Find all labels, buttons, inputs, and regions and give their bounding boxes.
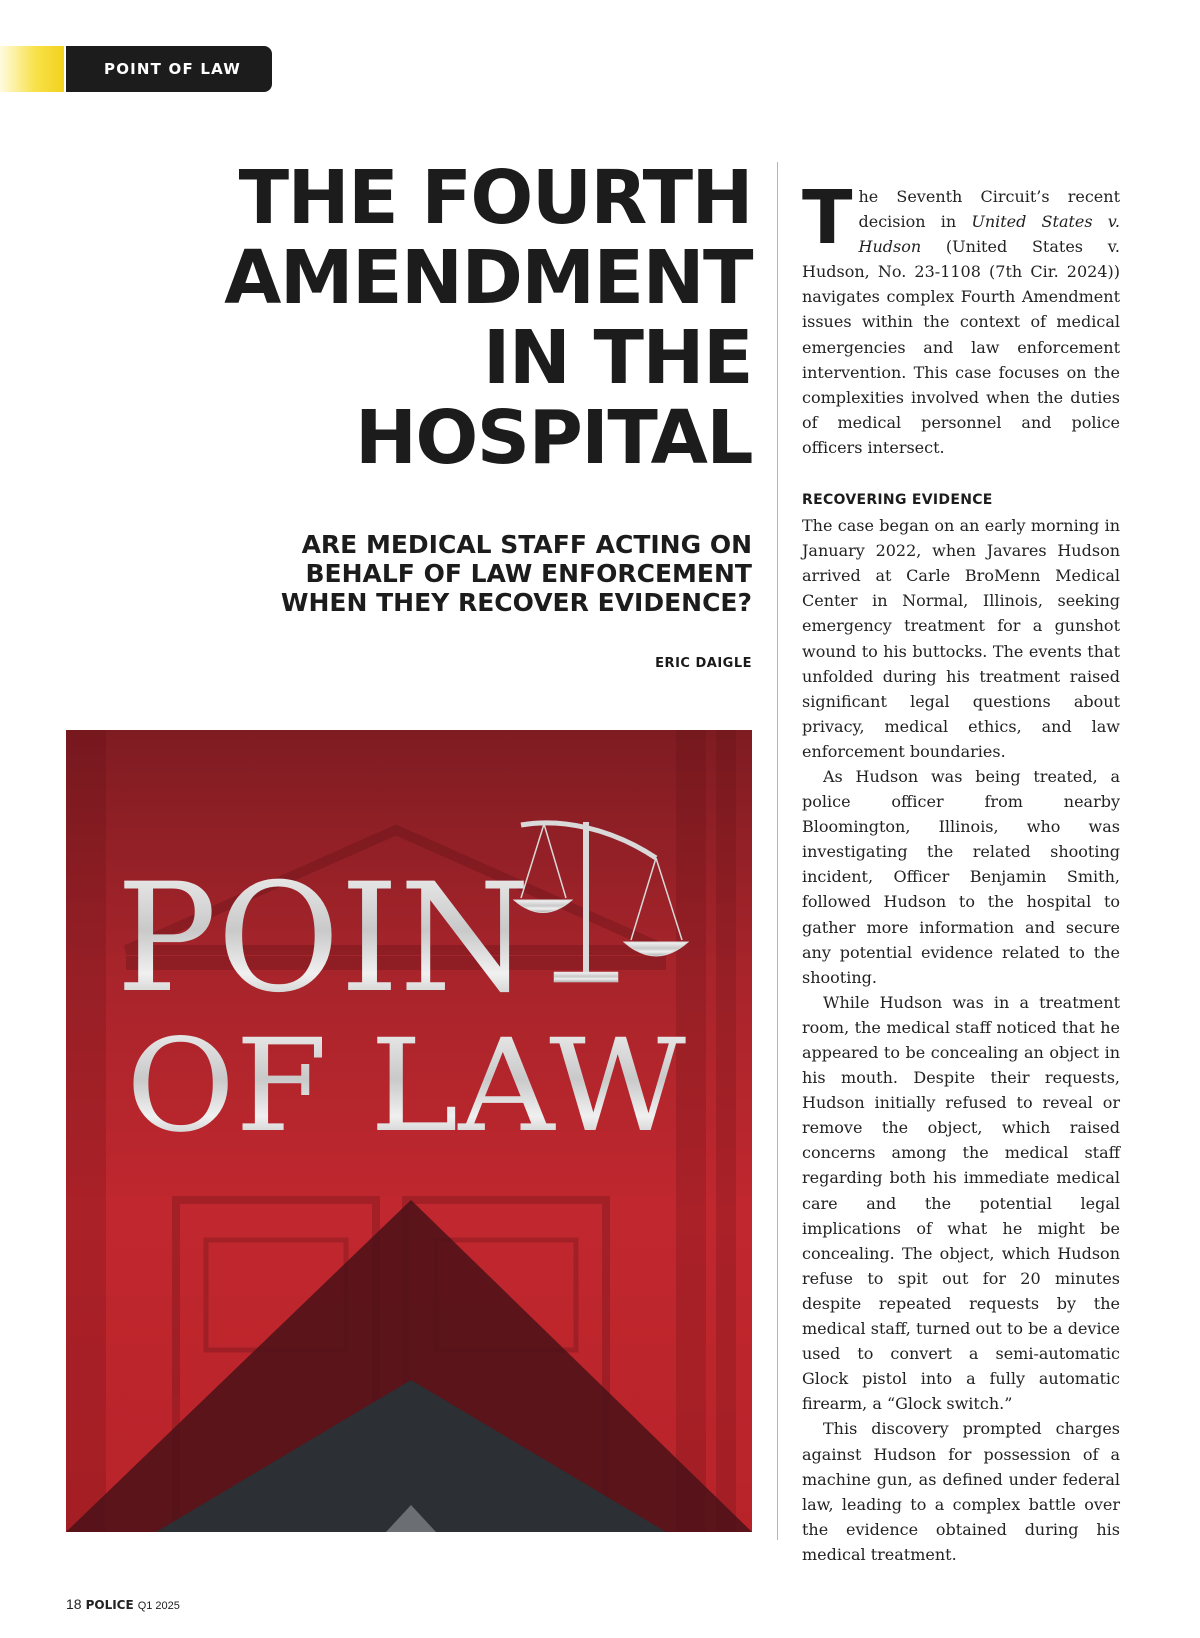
section-color-bar <box>0 46 64 92</box>
drop-cap: T <box>802 175 853 261</box>
article-body <box>802 175 1120 1567</box>
body-paragraph: This discovery prompted charges against Hudson for possession of a machine gun, as defined under federal law, leading to a complex battle over the evidence obtained during his medical treatment. <box>802 1419 1120 1564</box>
body-paragraph: The case began on an early morning in January 2022, when Javares Hudson arrived at Carle BroMenn Medical Center in Normal, Illinois, seeking emergency treatment for a gunshot wound to his buttocks. The events that unfolded during his treatment raised significant legal questions about privacy, medical ethics, and law enforcement boundaries. <box>802 516 1120 761</box>
section-heading: RECOVERING EVIDENCE <box>802 492 993 509</box>
art-title-line: OF LAW <box>126 1012 687 1161</box>
body-paragraph: As Hudson was being treated, a police officer from nearby Bloomington, Illinois, who was investigating the related shooting incident, Officer Benjamin Smith, followed Hudson to the hospital to gather more information and secure any potential evidence related to the shooting. <box>802 766 1120 987</box>
column-divider <box>777 162 778 1540</box>
page-footer <box>66 1596 180 1612</box>
intro-text: he Seventh Circuit’s recent decision in <box>858 187 1120 232</box>
headline-line: THE FOURTH <box>238 155 752 241</box>
illustration-svg <box>66 730 752 1532</box>
subhead-line: BEHALF OF LAW ENFORCEMENT <box>305 559 752 588</box>
case-name: United States v. Hudson <box>858 212 1120 257</box>
section-tab: POINT OF LAW <box>66 46 272 92</box>
intro-paragraph <box>802 175 1120 460</box>
headline <box>224 155 752 481</box>
art-title-line: POIN <box>116 852 531 1026</box>
intro-text: (United States v. Hudson, No. 23-1108 (7th Cir. 2024)) navigates complex Fourth Amendment issues within the context of medical emergencies and law enforcement intervention. This case focuses on the complexities involved when the duties of medical personnel and police officers intersect. <box>802 237 1120 457</box>
subhead <box>281 530 752 617</box>
subhead-line: WHEN THEY RECOVER EVIDENCE? <box>280 588 752 617</box>
headline-line: IN THE <box>482 315 752 401</box>
headline-line: HOSPITAL <box>354 395 752 481</box>
feature-illustration <box>66 730 752 1532</box>
issue-label: Q1 2025 <box>137 1600 180 1612</box>
magazine-name: POLICE <box>85 1598 134 1612</box>
headline-line: AMENDMENT <box>224 235 752 321</box>
body-paragraph: While Hudson was in a treatment room, the medical staff noticed that he appeared to be concealing an object in his mouth. Despite their requests, Hudson initially refused to reveal or remove the object, which raised concerns among the medical staff regarding both his immediate medical care and the potential legal implications of what he might be concealing. The object, which Hudson refuse to spit out for 20 minutes despite repeated requests by the medical staff, turned out to be a device used to convert a semi-automatic Glock pistol into a fully automatic firearm, a “Glock switch.” <box>802 992 1120 1414</box>
byline: ERIC DAIGLE <box>655 656 752 671</box>
page-number: 18 <box>66 1596 82 1612</box>
subhead-line: ARE MEDICAL STAFF ACTING ON <box>301 530 752 559</box>
